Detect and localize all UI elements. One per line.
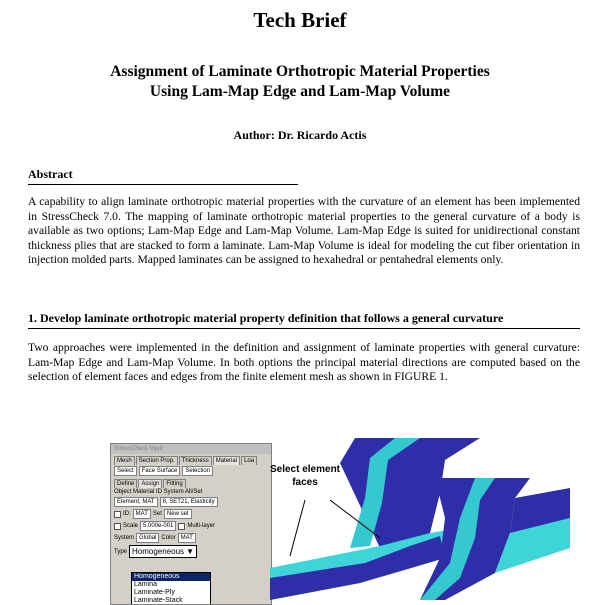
figure-label-line-1: Select element	[269, 464, 341, 475]
columns-header: Object Material ID System All/Set	[114, 489, 203, 495]
type-option-lamina[interactable]: Lamina	[134, 581, 157, 588]
type-options-list	[131, 572, 211, 605]
abstract-paragraph: A capability to align laminate orthotropic material properties with the curvature of an element has been implemented in StressCheck 7.0. The mapping of laminate orthotropic material properties to the general curvature of a body is available as two options; Lam-Map Edge and Lam-Map Volume. Lam-Map Edge is suited for unidirectional constant thickness plies that are stacked to form a laminate. Lam-Map Volume is ideal for modeling the cut fiber orientation in injection molded parts. Mapped laminates can be assigned to hexahedral or pentahedral elements only.	[28, 195, 580, 267]
figure-label	[264, 463, 346, 489]
scale-input[interactable]: 5.000e-001	[140, 521, 176, 531]
system-row	[111, 532, 271, 544]
element-row[interactable]	[111, 496, 271, 508]
multilayer-checkbox[interactable]	[178, 523, 185, 530]
type-option-laminate-stack[interactable]: Laminate-Stack	[134, 597, 183, 604]
section-1-heading: 1. Develop laminate orthotropic material property definition that follows a general curvature	[28, 311, 580, 329]
subtab-define[interactable]: Define	[114, 479, 137, 488]
dialog-tabs	[111, 454, 271, 465]
scale-label: Scale	[123, 523, 139, 529]
tab-material[interactable]: Material	[213, 456, 240, 465]
scale-checkbox[interactable]	[114, 523, 121, 530]
tab-load[interactable]: Loa	[241, 456, 257, 465]
subtitle-line-2: Using Lam-Map Edge and Lam-Map Volume	[149, 83, 451, 100]
set-dropdown[interactable]: New set	[164, 509, 192, 519]
type-dropdown[interactable]	[129, 545, 197, 558]
selection-dropdown[interactable]: Selection	[182, 466, 213, 476]
type-option-homogeneous[interactable]: Homogeneous	[132, 573, 210, 581]
scale-row	[111, 520, 271, 532]
material-cell[interactable]: 8, SET21, Elasticity	[160, 497, 218, 507]
system-dropdown[interactable]: Global	[136, 533, 159, 543]
figure-1	[0, 438, 600, 604]
multilayer-label: Multi-layer	[187, 523, 216, 529]
section-1-paragraph: Two approaches were implemented in the definition and assignment of laminate properties with general curvature: Lam-Map Edge and Lam-Map Volume. In both options the principal material directions are computed based on the selection of element faces and edges from the finite element mesh as shown in FIGURE 1.	[28, 341, 580, 384]
type-label: Type	[114, 548, 128, 555]
subtab-assign[interactable]: Assign	[138, 479, 162, 488]
pointer-line-1	[290, 500, 305, 556]
document-subtitle	[0, 62, 600, 102]
subtitle-line-1: Assignment of Laminate Orthotropic Material Properties	[110, 63, 490, 80]
id-dropdown[interactable]: MAT	[133, 509, 151, 519]
figure-label-line-2: faces	[292, 477, 318, 488]
tab-section-prop[interactable]: Section Prop.	[136, 456, 178, 465]
chevron-down-icon: ▼	[186, 547, 195, 556]
select-dropdown[interactable]: Select	[114, 466, 137, 476]
page-title: Tech Brief	[253, 8, 347, 32]
set-label: Set	[152, 511, 162, 517]
face-surface-dropdown[interactable]: Face Surface	[139, 466, 181, 476]
selection-row	[111, 465, 271, 477]
dialog-subtabs	[111, 477, 271, 488]
element-cell[interactable]: Element, MAT	[114, 497, 158, 507]
stresscheck-input-dialog	[110, 443, 272, 605]
type-option-laminate-ply[interactable]: Laminate-Ply	[134, 589, 175, 596]
id-checkbox[interactable]	[114, 511, 121, 518]
tab-thickness[interactable]: Thickness	[179, 456, 212, 465]
tab-mesh[interactable]: Mesh	[114, 456, 135, 465]
id-label: ID:	[123, 511, 131, 517]
system-label: System	[114, 535, 135, 541]
dialog-title: StressCheck Input	[111, 444, 271, 454]
color-dropdown[interactable]: MAT	[178, 533, 196, 543]
type-row	[111, 544, 271, 559]
id-row	[111, 508, 271, 520]
type-value: Homogeneous	[132, 547, 185, 556]
abstract-heading: Abstract	[28, 167, 298, 185]
author-line: Author: Dr. Ricardo Actis	[233, 128, 367, 142]
color-label: Color	[161, 535, 176, 541]
subtab-fitting[interactable]: Fitting	[163, 479, 185, 488]
